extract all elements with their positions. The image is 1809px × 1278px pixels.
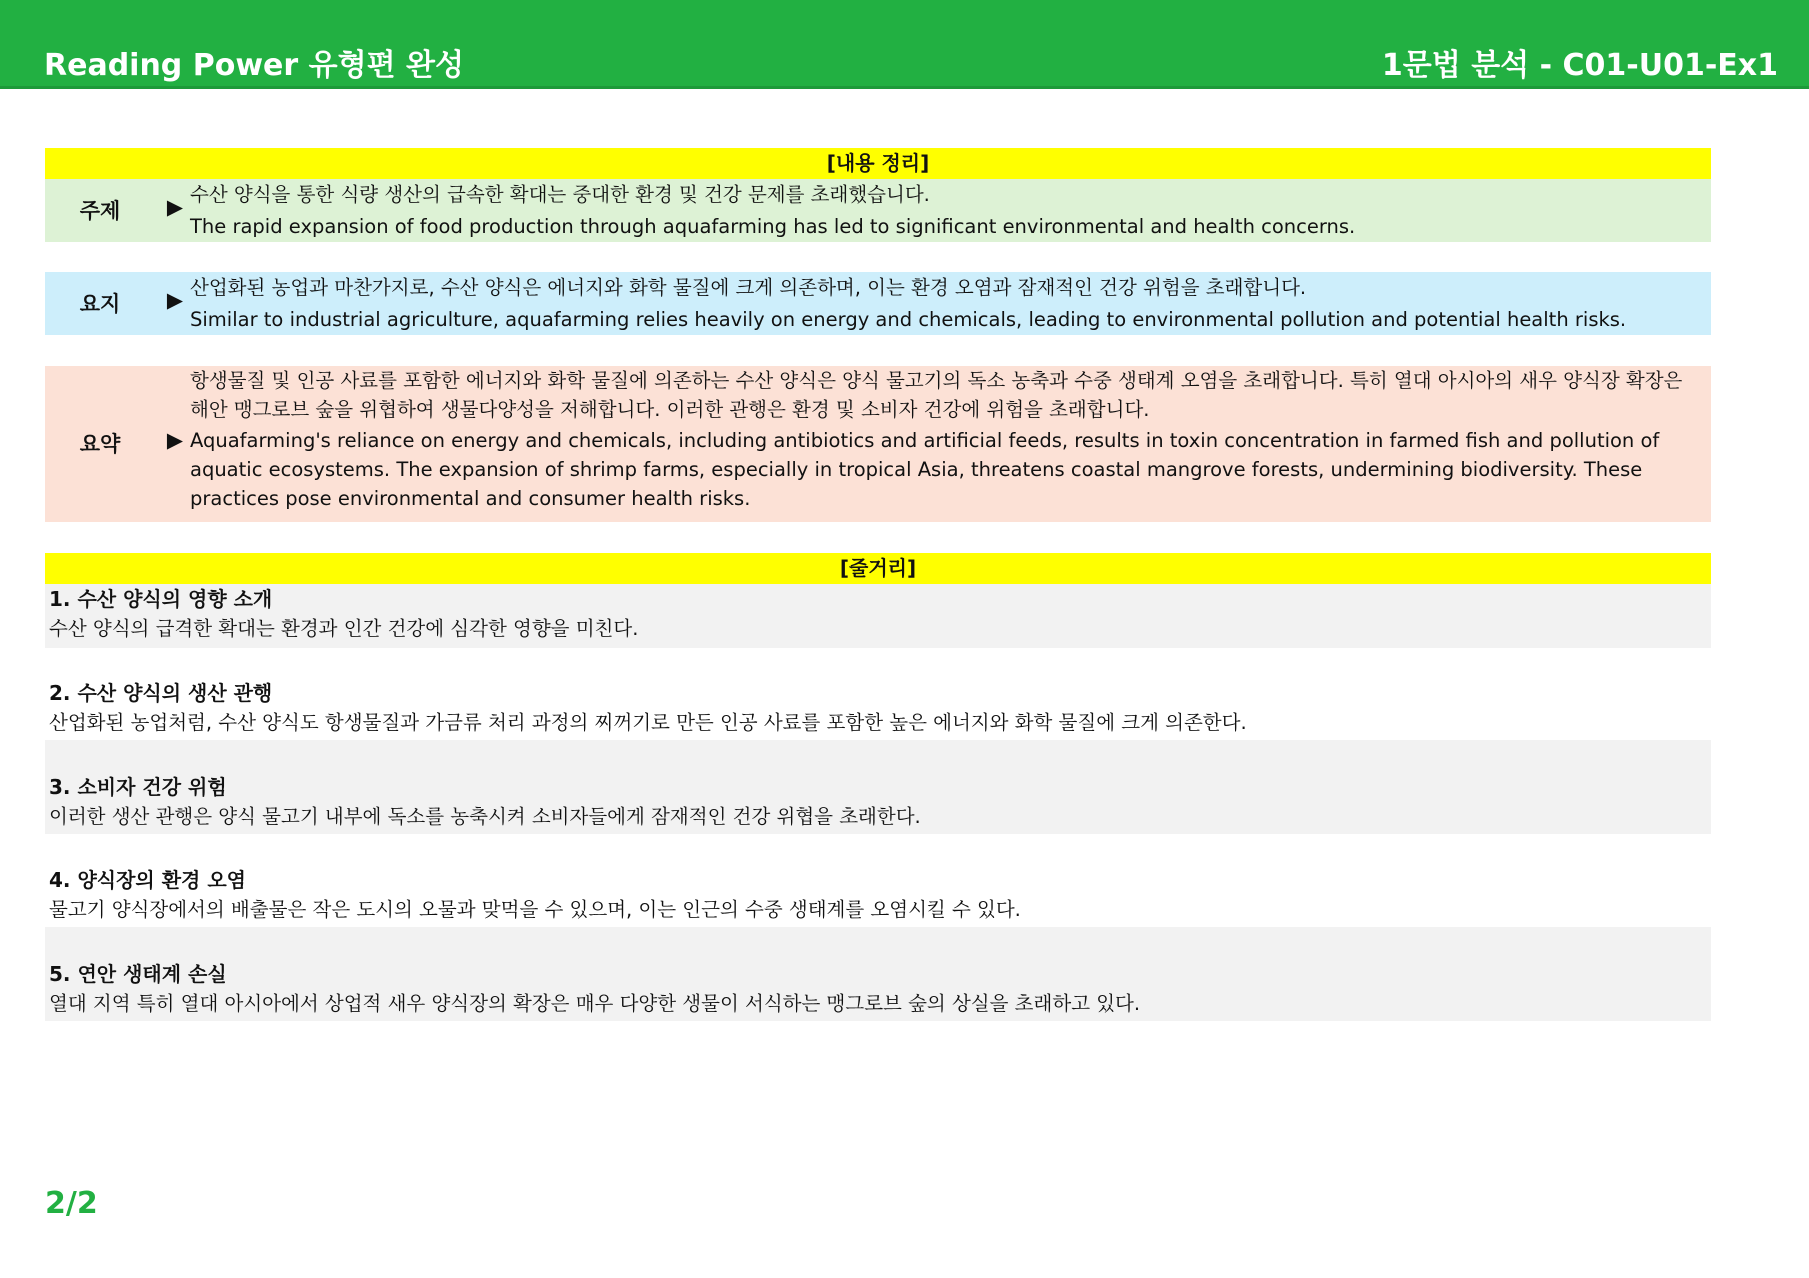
content-summary-heading: [내용 정리] <box>45 148 1711 179</box>
outline-item <box>45 740 1711 834</box>
outline-item-body: 열대 지역 특히 열대 아시아에서 상업적 새우 양식장의 확장은 매우 다양한 생물이 서식하는 맹그로브 숲의 상실을 초래하고 있다. <box>49 992 1141 1015</box>
page-header <box>0 0 1809 89</box>
arrow-right-icon: ▶ <box>166 288 184 312</box>
summary-korean: 산업화된 농업과 마찬가지로, 수산 양식은 에너지와 화학 물질에 크게 의존하며, 이는 환경 오염과 잠재적인 건강 위험을 초래합니다. <box>190 276 1307 299</box>
outline-item <box>45 927 1711 1021</box>
outline-item-body: 수산 양식의 급격한 확대는 환경과 인간 건강에 심각한 영향을 미친다. <box>49 617 639 640</box>
summary-text <box>190 366 1703 513</box>
page-number: 2/2 <box>45 1186 98 1221</box>
summary-label: 주제 <box>79 199 121 223</box>
outline-item-title: 4. 양식장의 환경 오염 <box>49 868 246 892</box>
outline-item-title: 2. 수산 양식의 생산 관행 <box>49 681 273 705</box>
outline-item-body: 산업화된 농업처럼, 수산 양식도 항생물질과 가금류 처리 과정의 찌꺼기로 만든 인공 사료를 포함한 높은 에너지와 화학 물질에 크게 의존한다. <box>49 711 1247 734</box>
outline-item-body: 이러한 생산 관행은 양식 물고기 내부에 독소를 농축시켜 소비자들에게 잠재적인 건강 위협을 초래한다. <box>49 805 921 828</box>
outline-item-title: 3. 소비자 건강 위험 <box>49 775 227 799</box>
outline-item-title: 5. 연안 생태계 손실 <box>49 962 227 986</box>
document-title: Reading Power 유형편 완성 <box>44 48 464 83</box>
summary-english: Aquafarming's reliance on energy and chemicals, including antibiotics and artificial feeds, results in toxin concentration in farmed fish and pollution of aquatic ecosystems. The expansion of shrimp farms, especially in tropical Asia, threatens coastal mangrove forests, undermining biodiversity. These practices pose environmental and consumer health risks. <box>190 429 1660 510</box>
document-code: 1문법 분석 - C01-U01-Ex1 <box>1381 48 1778 83</box>
summary-row-topic <box>45 179 1711 242</box>
summary-row-summary <box>45 366 1711 522</box>
arrow-right-icon: ▶ <box>166 428 184 452</box>
outline-item <box>45 865 1711 929</box>
summary-text <box>190 180 1703 242</box>
summary-row-main-idea <box>45 272 1711 335</box>
outline-heading: [줄거리] <box>45 553 1711 584</box>
summary-korean: 항생물질 및 인공 사료를 포함한 에너지와 화학 물질에 의존하는 수산 양식은 양식 물고기의 독소 농축과 수중 생태계 오염을 초래합니다. 특히 열대 아시아의 새우 양식장 확장은 해안 맹그로브 숲을 위협하여 생물다양성을 저해합니다. 이러한 관행은 환경 및 소비자 건강에 위험을 초래합니다. <box>190 369 1683 421</box>
outline-item <box>45 584 1711 648</box>
summary-english: The rapid expansion of food production through aquafarming has led to significant environmental and health concerns. <box>190 215 1356 238</box>
summary-english: Similar to industrial agriculture, aquafarming relies heavily on energy and chemicals, leading to environmental pollution and potential health risks. <box>190 308 1627 331</box>
summary-label: 요약 <box>79 432 121 456</box>
outline-item-body: 물고기 양식장에서의 배출물은 작은 도시의 오물과 맞먹을 수 있으며, 이는 인근의 수중 생태계를 오염시킬 수 있다. <box>49 898 1021 921</box>
summary-korean: 수산 양식을 통한 식량 생산의 급속한 확대는 중대한 환경 및 건강 문제를 초래했습니다. <box>190 183 930 206</box>
summary-text <box>190 273 1703 335</box>
arrow-right-icon: ▶ <box>166 195 184 219</box>
outline-item <box>45 678 1711 742</box>
outline-item-title: 1. 수산 양식의 영향 소개 <box>49 587 273 611</box>
summary-label: 요지 <box>79 292 121 316</box>
